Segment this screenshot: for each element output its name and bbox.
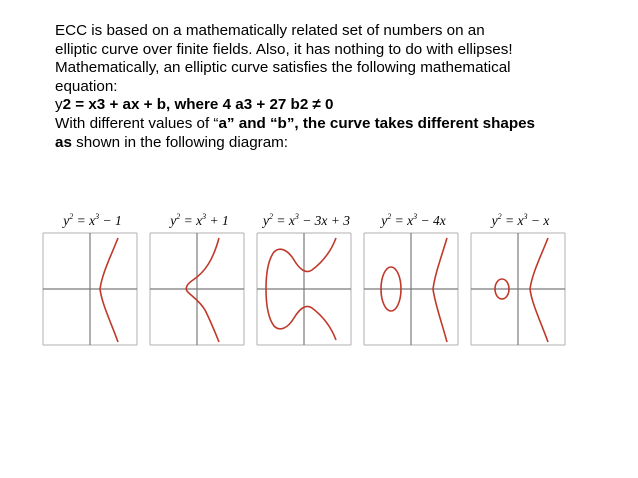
curve-plot-2 <box>147 230 247 348</box>
curve-label-3: $y^2 = x^3 - 3x + 3$ <box>262 212 351 228</box>
curve-panel-1 <box>40 208 145 358</box>
text-line-1: ECC is based on a mathematically related set of numbers on an <box>55 22 485 39</box>
text-line-6 <box>55 115 615 134</box>
curve-line-2 <box>186 238 219 342</box>
text-line-6-plain: With different values of “ <box>55 114 219 132</box>
ecc-description <box>55 22 615 152</box>
elliptic-curve-diagram <box>40 208 570 358</box>
curve-panel-3 <box>254 208 359 358</box>
equation-line <box>55 96 615 115</box>
text-line-2: elliptic curve over finite fields. Also, it has nothing to do with ellipses! <box>55 40 513 58</box>
text-line-4: equation: <box>55 77 118 95</box>
curve-plot-3 <box>254 230 354 348</box>
curve-line-4 <box>433 238 447 342</box>
equation-y: y <box>55 96 63 114</box>
curve-line-1 <box>100 238 118 342</box>
text-line-7 <box>55 134 615 153</box>
curve-line-5 <box>530 238 548 342</box>
curve-plot-4 <box>361 230 461 348</box>
curve-label-4: $y^2 = x^3 - 4x$ <box>381 212 446 228</box>
text-line-7-plain: shown in the following diagram: <box>71 133 289 151</box>
curve-label-1: $y^2 = x^3 - 1$ <box>63 212 122 228</box>
equation-body: 2 = x3 + ax + b, where 4 a3 + 27 b2 ≠ 0 <box>62 96 334 114</box>
curve-panel-5 <box>468 208 573 358</box>
text-line-7-bold: as <box>55 133 72 151</box>
curve-label-2: $y^2 = x^3 + 1$ <box>170 212 229 228</box>
text-line-3: Mathematically, an elliptic curve satisfies the following mathematical <box>55 59 511 77</box>
curve-plot-1 <box>40 230 140 348</box>
text-line-6-bold: a” and “b”, the curve takes different shapes <box>218 114 535 132</box>
curve-panel-4 <box>361 208 466 358</box>
curve-panel-2 <box>147 208 252 358</box>
curve-plot-5 <box>468 230 568 348</box>
curve-label-5: $y^2 = x^3 - x$ <box>491 212 550 228</box>
